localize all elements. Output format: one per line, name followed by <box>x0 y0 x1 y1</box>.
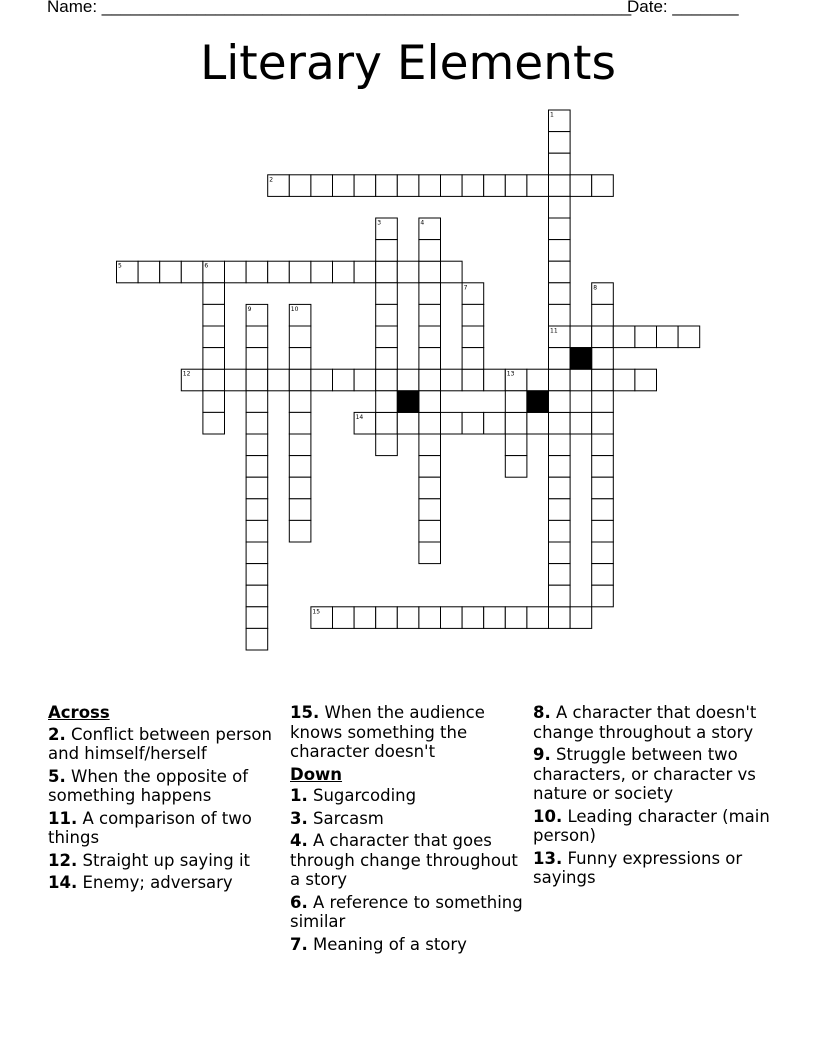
clue-text: Funny expressions or sayings <box>533 848 743 887</box>
grid-cell[interactable] <box>505 391 527 413</box>
clue-across-2 <box>48 725 288 764</box>
grid-cell[interactable] <box>181 369 203 391</box>
grid-cell[interactable] <box>246 456 268 478</box>
grid-cell[interactable] <box>225 369 247 391</box>
grid-cell[interactable] <box>333 261 355 283</box>
grid-cell[interactable] <box>505 412 527 434</box>
clue-number: 4. <box>290 831 308 850</box>
grid-cell[interactable] <box>203 283 225 305</box>
clue-text: Enemy; adversary <box>82 873 233 892</box>
clue-number: 14. <box>48 873 78 892</box>
grid-cell[interactable] <box>203 391 225 413</box>
grid-cell[interactable] <box>376 348 398 370</box>
grid-cell[interactable] <box>246 326 268 348</box>
grid-cell[interactable] <box>203 304 225 326</box>
grid-cell[interactable] <box>397 607 419 629</box>
grid-cell[interactable] <box>203 326 225 348</box>
grid-cell[interactable] <box>289 326 311 348</box>
grid-cell[interactable] <box>246 499 268 521</box>
grid-cell[interactable] <box>419 391 441 413</box>
grid-cell[interactable] <box>289 348 311 370</box>
grid-cell[interactable] <box>419 261 441 283</box>
grid-cell[interactable] <box>419 304 441 326</box>
grid-cell[interactable] <box>289 369 311 391</box>
clue-down-7 <box>290 935 530 955</box>
grid-cell[interactable] <box>592 434 614 456</box>
grid-cell[interactable] <box>592 564 614 586</box>
grid-cell[interactable] <box>592 369 614 391</box>
clue-number-label: 3 <box>377 219 382 227</box>
clue-text: A character that goes through change throughout a story <box>290 831 518 889</box>
grid-cell[interactable] <box>613 326 635 348</box>
grid-cell[interactable] <box>484 607 506 629</box>
grid-cell[interactable] <box>592 304 614 326</box>
grid-cell[interactable] <box>376 240 398 262</box>
grid-cell[interactable] <box>376 261 398 283</box>
grid-cell[interactable] <box>462 348 484 370</box>
grid-cell[interactable] <box>592 477 614 499</box>
clue-text: A comparison of two things <box>48 808 252 847</box>
clue-number: 8. <box>533 703 551 722</box>
grid-cell[interactable] <box>376 218 398 240</box>
grid-cell[interactable] <box>333 175 355 197</box>
grid-cell[interactable] <box>138 261 160 283</box>
grid-cell[interactable] <box>592 520 614 542</box>
grid-cell[interactable] <box>549 304 571 326</box>
grid-cell[interactable] <box>527 175 549 197</box>
grid-cell[interactable] <box>419 348 441 370</box>
clue-text: Struggle between two characters, or character vs nature or society <box>533 745 756 803</box>
grid-cell[interactable] <box>462 175 484 197</box>
grid-cell[interactable] <box>462 369 484 391</box>
clue-across-15 <box>290 703 530 762</box>
grid-cell[interactable] <box>311 607 333 629</box>
grid-cell[interactable] <box>592 326 614 348</box>
grid-cell[interactable] <box>397 369 419 391</box>
grid-cell[interactable] <box>441 175 463 197</box>
grid-cell[interactable] <box>289 391 311 413</box>
clue-number: 5. <box>48 766 66 786</box>
clue-across-12 <box>48 851 288 871</box>
grid-cell[interactable] <box>484 412 506 434</box>
grid-cell[interactable] <box>268 175 290 197</box>
grid-cell[interactable] <box>376 175 398 197</box>
grid-cell[interactable] <box>527 412 549 434</box>
grid-cell[interactable] <box>549 218 571 240</box>
grid-cell[interactable] <box>419 499 441 521</box>
grid-cell[interactable] <box>397 261 419 283</box>
grid-cell[interactable] <box>268 261 290 283</box>
clue-number: 1. <box>290 786 308 805</box>
clue-across-5 <box>48 767 288 806</box>
grid-cell[interactable] <box>635 326 657 348</box>
clue-number: 3. <box>290 808 308 828</box>
grid-cell[interactable] <box>376 283 398 305</box>
grid-cell[interactable] <box>549 564 571 586</box>
grid-cell[interactable] <box>592 585 614 607</box>
grid-cell[interactable] <box>441 412 463 434</box>
grid-cell[interactable] <box>419 218 441 240</box>
grid-cell[interactable] <box>678 326 700 348</box>
grid-cell[interactable] <box>203 348 225 370</box>
shaded-cell <box>570 348 592 370</box>
grid-cell[interactable] <box>549 585 571 607</box>
grid-cell[interactable] <box>505 369 527 391</box>
grid-cell[interactable] <box>549 110 571 132</box>
grid-cell[interactable] <box>635 369 657 391</box>
grid-cell[interactable] <box>246 477 268 499</box>
grid-cell[interactable] <box>246 585 268 607</box>
grid-cell[interactable] <box>549 499 571 521</box>
grid-cell[interactable] <box>246 542 268 564</box>
grid-cell[interactable] <box>592 412 614 434</box>
grid-cell[interactable] <box>549 369 571 391</box>
date-field[interactable]: Date: _______ <box>627 0 739 16</box>
clue-number-label: 7 <box>463 284 468 292</box>
grid-cell[interactable] <box>441 607 463 629</box>
grid-cell[interactable] <box>419 456 441 478</box>
grid-cell[interactable] <box>289 520 311 542</box>
grid-cell[interactable] <box>657 326 679 348</box>
clue-text: Sugarcoding <box>313 786 417 805</box>
clue-text: Meaning of a story <box>313 934 467 954</box>
grid-cell[interactable] <box>549 132 571 154</box>
grid-cell[interactable] <box>397 175 419 197</box>
grid-cell[interactable] <box>311 369 333 391</box>
grid-cell[interactable] <box>246 628 268 650</box>
grid-cell[interactable] <box>505 434 527 456</box>
grid-cell[interactable] <box>462 283 484 305</box>
clue-column-2 <box>290 703 530 957</box>
grid-cell[interactable] <box>570 326 592 348</box>
grid-cell[interactable] <box>376 607 398 629</box>
clue-number: 15. <box>290 703 320 722</box>
clue-number-label: 10 <box>290 305 299 313</box>
clue-number: 10. <box>533 806 563 826</box>
grid-cell[interactable] <box>246 348 268 370</box>
grid-cell[interactable] <box>592 175 614 197</box>
clue-number-label: 4 <box>420 219 425 227</box>
clue-text: When the opposite of something happens <box>48 766 249 805</box>
clue-number-label: 2 <box>269 176 274 184</box>
grid-cell[interactable] <box>549 240 571 262</box>
clue-number-label: 1 <box>550 111 554 119</box>
grid-cell[interactable] <box>592 456 614 478</box>
grid-cell[interactable] <box>549 261 571 283</box>
grid-cell[interactable] <box>549 175 571 197</box>
grid-cell[interactable] <box>225 261 247 283</box>
clue-number-label: 9 <box>247 305 252 313</box>
clue-number-label: 14 <box>355 413 364 421</box>
grid-cell[interactable] <box>527 607 549 629</box>
clue-number: 2. <box>48 724 66 744</box>
clue-down-6 <box>290 893 530 932</box>
down-heading: Down <box>290 764 343 784</box>
grid-cell[interactable] <box>311 175 333 197</box>
clue-text: Straight up saying it <box>82 850 251 870</box>
grid-cell[interactable] <box>549 153 571 175</box>
grid-cell[interactable] <box>160 261 182 283</box>
grid-cell[interactable] <box>181 261 203 283</box>
grid-cell[interactable] <box>613 369 635 391</box>
clue-down-13 <box>533 849 773 888</box>
grid-cell[interactable] <box>462 304 484 326</box>
clue-down-1 <box>290 786 530 806</box>
grid-cell[interactable] <box>289 499 311 521</box>
grid-cell[interactable] <box>117 261 139 283</box>
name-field[interactable]: Name: ________________________________________________________ <box>47 0 632 16</box>
grid-cell[interactable] <box>376 391 398 413</box>
grid-cell[interactable] <box>246 564 268 586</box>
grid-cell[interactable] <box>549 520 571 542</box>
grid-cell[interactable] <box>289 456 311 478</box>
across-heading: Across <box>48 703 110 722</box>
clue-text: Leading character (main person) <box>533 806 770 845</box>
clue-across-11 <box>48 809 288 848</box>
grid-cell[interactable] <box>505 175 527 197</box>
grid-cell[interactable] <box>203 261 225 283</box>
grid-cell[interactable] <box>419 434 441 456</box>
clue-text: A character that doesn't change throughout a story <box>533 703 757 742</box>
grid-cell[interactable] <box>527 369 549 391</box>
clue-down-10 <box>533 807 773 846</box>
grid-cell[interactable] <box>549 283 571 305</box>
grid-cell[interactable] <box>354 607 376 629</box>
grid-cell[interactable] <box>419 542 441 564</box>
grid-cell[interactable] <box>549 456 571 478</box>
grid-cell[interactable] <box>246 369 268 391</box>
grid-cell[interactable] <box>570 607 592 629</box>
grid-cell[interactable] <box>592 283 614 305</box>
grid-cell[interactable] <box>549 477 571 499</box>
grid-cell[interactable] <box>246 261 268 283</box>
grid-cell[interactable] <box>246 520 268 542</box>
grid-cell[interactable] <box>505 456 527 478</box>
grid-cell[interactable] <box>333 369 355 391</box>
clue-column-1 <box>48 703 288 896</box>
grid-cell[interactable] <box>333 607 355 629</box>
grid-cell[interactable] <box>549 196 571 218</box>
grid-cell[interactable] <box>354 412 376 434</box>
grid-cell[interactable] <box>592 542 614 564</box>
grid-cell[interactable] <box>549 391 571 413</box>
grid-cell[interactable] <box>419 175 441 197</box>
clue-number: 11. <box>48 808 78 828</box>
page-title: Literary Elements <box>200 36 616 91</box>
grid-cell[interactable] <box>289 304 311 326</box>
grid-cell[interactable] <box>549 434 571 456</box>
grid-cell[interactable] <box>246 412 268 434</box>
grid-cell[interactable] <box>246 434 268 456</box>
grid-cell[interactable] <box>419 369 441 391</box>
clue-across-14 <box>48 873 288 893</box>
grid-cell[interactable] <box>549 542 571 564</box>
grid-cell[interactable] <box>549 348 571 370</box>
grid-cell[interactable] <box>419 607 441 629</box>
shaded-cell <box>527 391 549 413</box>
clue-text: When the audience knows something the character doesn't <box>290 703 485 761</box>
clue-number: 7. <box>290 934 308 954</box>
clue-down-9 <box>533 745 773 804</box>
clue-text: A reference to something similar <box>290 892 523 931</box>
clue-number-label: 15 <box>312 608 321 616</box>
grid-cell[interactable] <box>376 369 398 391</box>
grid-cell[interactable] <box>484 175 506 197</box>
grid-cell[interactable] <box>246 391 268 413</box>
grid-cell[interactable] <box>354 175 376 197</box>
grid-cell[interactable] <box>376 434 398 456</box>
grid-cell[interactable] <box>419 283 441 305</box>
grid-cell[interactable] <box>441 369 463 391</box>
grid-cell[interactable] <box>246 607 268 629</box>
grid-cell[interactable] <box>419 412 441 434</box>
clue-down-4 <box>290 831 530 890</box>
grid-cell[interactable] <box>570 175 592 197</box>
grid-cell[interactable] <box>549 326 571 348</box>
grid-cell[interactable] <box>484 369 506 391</box>
grid-cell[interactable] <box>289 412 311 434</box>
clue-text: Sarcasm <box>313 808 384 828</box>
grid-cell[interactable] <box>311 261 333 283</box>
grid-cell[interactable] <box>289 434 311 456</box>
clue-number: 13. <box>533 848 563 868</box>
clue-text: Conflict between person and himself/herself <box>48 724 272 763</box>
shaded-cell <box>397 391 419 413</box>
grid-cell[interactable] <box>376 304 398 326</box>
clue-number: 9. <box>533 745 551 764</box>
grid-cell[interactable] <box>592 391 614 413</box>
clue-number: 12. <box>48 850 78 870</box>
grid-cell[interactable] <box>203 412 225 434</box>
clue-number-label: 8 <box>593 284 598 292</box>
grid-cell[interactable] <box>570 369 592 391</box>
grid-cell[interactable] <box>419 520 441 542</box>
clue-down-3 <box>290 809 530 829</box>
grid-cell[interactable] <box>549 412 571 434</box>
grid-cell[interactable] <box>354 261 376 283</box>
clue-number-label: 12 <box>182 370 191 378</box>
clue-down-8 <box>533 703 773 742</box>
grid-cell[interactable] <box>289 175 311 197</box>
grid-cell[interactable] <box>592 348 614 370</box>
grid-cell[interactable] <box>462 607 484 629</box>
grid-cell[interactable] <box>376 412 398 434</box>
grid-cell[interactable] <box>419 326 441 348</box>
grid-cell[interactable] <box>570 412 592 434</box>
grid-cell[interactable] <box>246 304 268 326</box>
grid-cell[interactable] <box>354 369 376 391</box>
grid-cell[interactable] <box>505 607 527 629</box>
clue-number: 6. <box>290 892 308 912</box>
grid-cell[interactable] <box>376 326 398 348</box>
grid-cell[interactable] <box>419 477 441 499</box>
grid-cell[interactable] <box>592 499 614 521</box>
clue-number-label: 13 <box>506 370 515 378</box>
clue-column-3 <box>533 703 773 891</box>
clue-number-label: 5 <box>118 262 122 270</box>
grid-cell[interactable] <box>419 240 441 262</box>
grid-cell[interactable] <box>203 369 225 391</box>
grid-cell[interactable] <box>549 607 571 629</box>
grid-cell[interactable] <box>462 412 484 434</box>
grid-cell[interactable] <box>462 326 484 348</box>
grid-cell[interactable] <box>397 412 419 434</box>
grid-cell[interactable] <box>441 261 463 283</box>
grid-cell[interactable] <box>268 369 290 391</box>
clue-number-label: 11 <box>550 327 558 335</box>
clue-number-label: 6 <box>204 262 209 270</box>
grid-cell[interactable] <box>289 261 311 283</box>
grid-cell[interactable] <box>289 477 311 499</box>
